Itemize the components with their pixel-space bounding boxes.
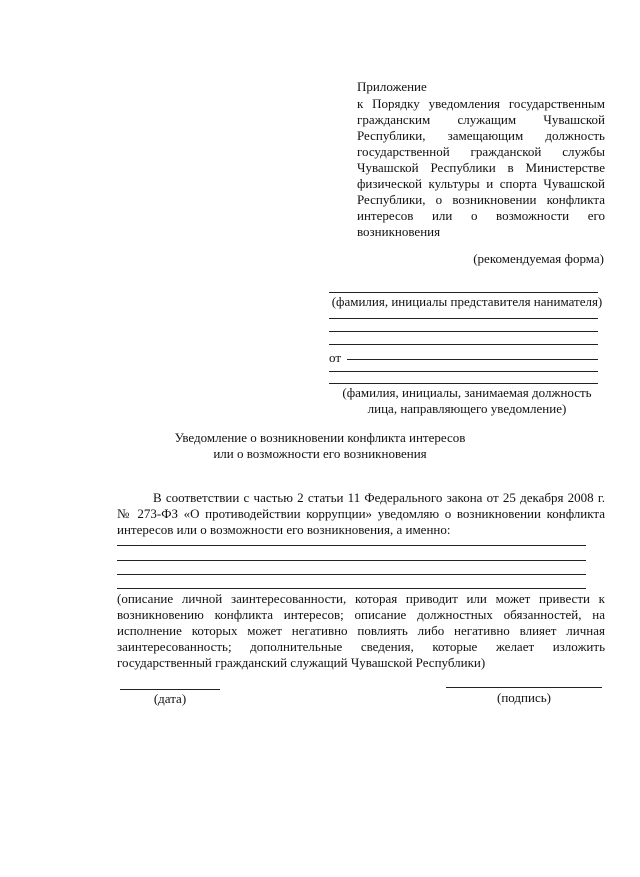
sender-caption-line2: лица, направляющего уведомление) [367,401,567,416]
signature-caption: (подпись) [497,690,551,705]
description-line-3 [117,574,586,575]
from-label: от [329,350,342,365]
notice-body: В соответствии с частью 2 статьи 11 Федерального закона от 25 декабря 2008 г. № 273-ФЗ «О противодействии коррупции» уведомляю о возникновении конфликта интересов или о возможности его возникновения, а именно: [117,490,605,537]
description-line-2 [117,560,586,561]
description-line-1 [117,545,586,546]
sender-name-line [347,359,598,360]
appendix-block [357,79,605,240]
recommended-form-note: (рекомендуемая форма) [473,251,604,266]
description-line-4 [117,588,586,589]
signature-line [446,687,602,688]
recipient-line-2 [329,318,598,319]
recipient-name-line [329,292,598,293]
recipient-caption: (фамилия, инициалы представителя нанимателя) [331,294,603,309]
recipient-line-3 [329,331,598,332]
recipient-line-4 [329,344,598,345]
notice-title-line2: или о возможности его возникновения [213,446,427,461]
appendix-title: Приложение [357,79,427,94]
sender-caption-line1: (фамилия, инициалы, занимаемая должность [342,385,592,400]
notice-title-line1: Уведомление о возникновении конфликта интересов [174,430,466,445]
date-caption: (дата) [153,691,187,706]
appendix-text: к Порядку уведомления государственным гражданским служащим Чувашской Республики, замещающим должность государственной гражданской службы Чувашской Республики в Министерстве физической культуры и спорта Чувашской Республики, о возникновении конфликта интересов или о возможности его возникновения [357,96,605,239]
description-caption: (описание личной заинтересованности, которая приводит или может привести к возникновению конфликта интересов; описание должностных обязанностей, на исполнение которых может негативно повлиять либо негативно влияет личная заинтересованность; дополнительные сведения, которые желает изложить государственный гражданский служащий Чувашской Республики) [117,591,605,670]
date-line [120,689,220,690]
sender-line-3 [329,383,598,384]
notice-title [150,430,490,462]
sender-line-2 [329,371,598,372]
